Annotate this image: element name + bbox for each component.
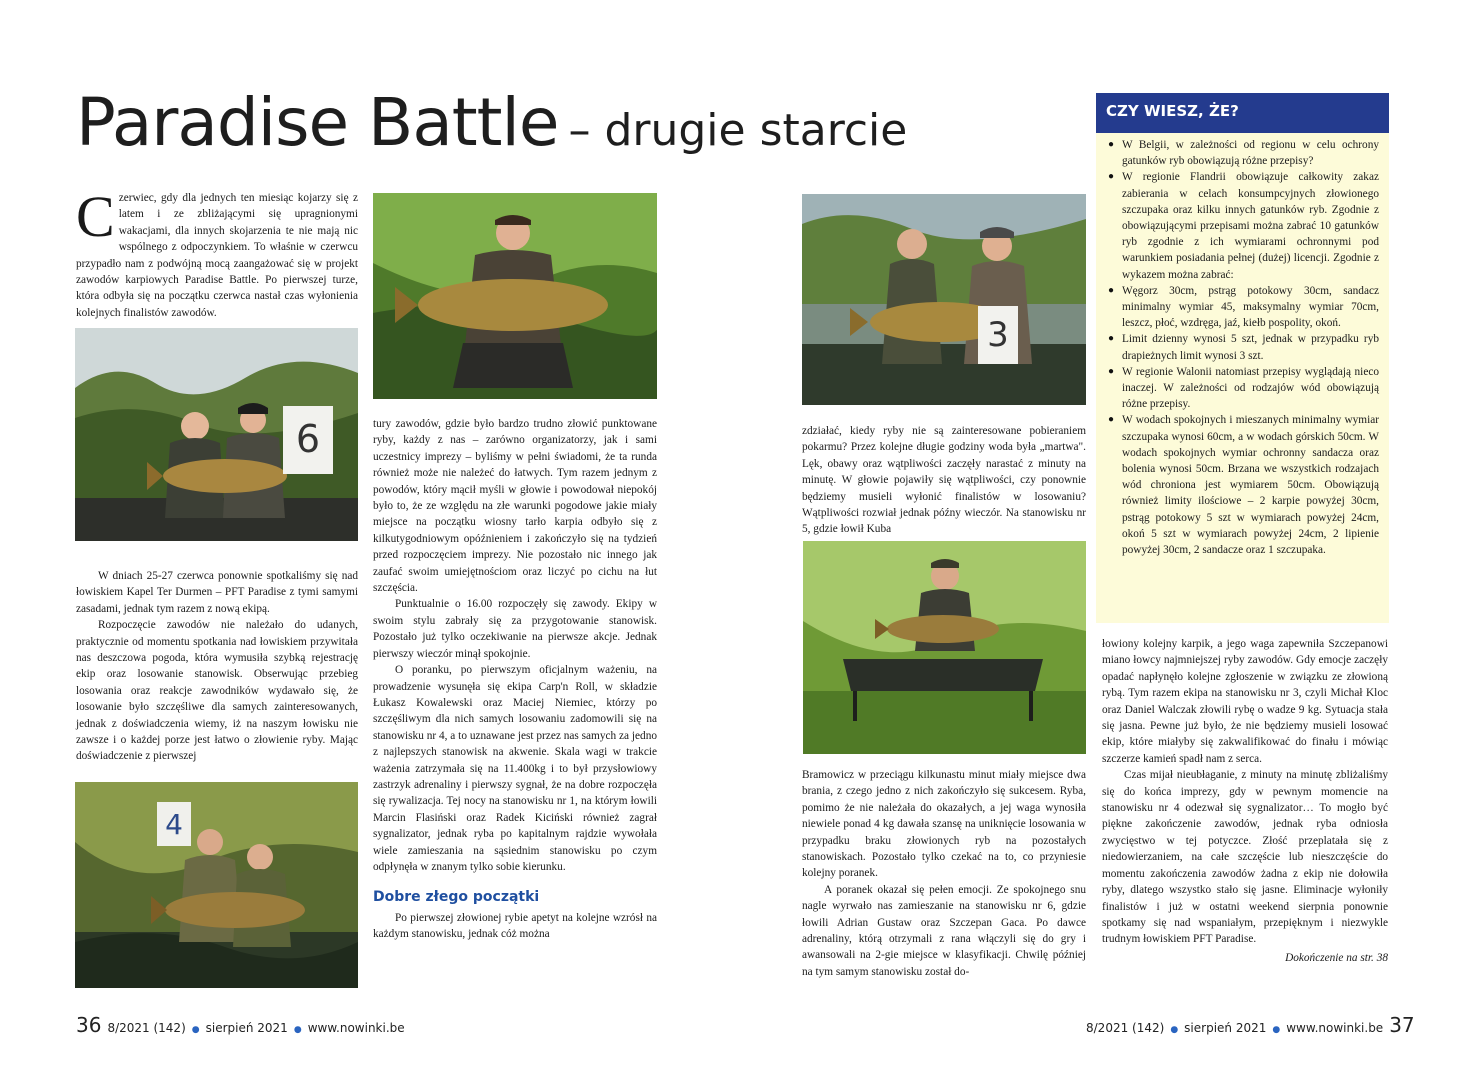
date-label: sierpień 2021 <box>205 1021 288 1035</box>
sidebar-item: ● W regionie Walonii natomiast przepisy wyglądają nieco inaczej. W zależności od rodzajów wód obowiązują różne przepisy. <box>1108 364 1379 413</box>
issue-label: 8/2021 (142) <box>1086 1021 1165 1035</box>
col3-paragraph: A poranek okazał się pełen emocji. Ze spokojnego snu nagle wyrwało nas zamieszanie na stanowisku nr 6, gdzie łowili Adrian Gustaw oraz Szczepan Gaca. Po dawce adrenaliny, którą otrzymali z rana włączyli się do gry i awansowali na 2-gie miejsce w klasyfikacji. Chwilę później na tym samym stanowisku został do- <box>802 883 1086 978</box>
page-number-right: 37 <box>1389 1013 1415 1037</box>
did-you-know-sidebar <box>1096 93 1389 623</box>
photo-angler-kneeling-carp <box>373 193 657 399</box>
col1-paragraph: W dniach 25-27 czerwca ponownie spotkaliśmy się nad łowiskiem Kapel Ter Durmen – PFT Paradise z tymi samymi zasadami, jednak tym razem z nową ekipą. <box>76 570 358 615</box>
col3-paragraph: zdziałać, kiedy ryby nie są zainteresowane pobieraniem pokarmu? Przez kolejne długie godziny woda była „martwa". Lęk, obawy oraz wątpliwości zaczęły narastać z minuty na minutę. W głowie pojawiły się wątpliwości, czy ponownie będziemy musieli wyłonić finalistów w losowaniu? Wątpliwości rozwiał jednak późny wieczór. Na stanowisku nr 5, gdzie łowił Kuba <box>802 425 1086 536</box>
sidebar-item: ● W Belgii, w zależności od regionu w celu ochrony gatunków ryb obowiązują różne przepisy? <box>1108 137 1379 169</box>
article-title <box>76 84 907 161</box>
col2-paragraph: Punktualnie o 16.00 rozpoczęły się zawody. Ekipy w swoim stylu zabrały się za przygotowanie stanowisk. Pozostało już tylko oczekiwanie na pierwsze akcje. Jednak pierwszy wieczór minął spokojnie. <box>373 598 657 660</box>
section-subhead: Dobre złego początki <box>373 889 540 906</box>
photo-anglers-sign-6 <box>75 328 358 541</box>
col4-paragraph: Czas mijał nieubłaganie, z minuty na minutę zbliżaliśmy się do końca imprezy, gdy w pewnym momencie na stanowisku nr 4 odezwał się sygnalizator… To mogło być piękne zakończenie zawodów, jednak ryba odniosła zwycięstwo w tej potyczce. Złość przeplatała się z niedowierzaniem, na całe szczęście lub nieszczęście do momentu zakończenia zawodów żadna z ekip nie dołowiła ryby, dlatego wszystko stało się jasne. Eliminacje wyłoniły finalistów i już w ostatni weekend sierpnia ponownie spotkamy się nad wspaniałym, przepięknym i niezwykle trudnym łowiskiem PFT Paradise. <box>1102 769 1388 946</box>
sidebar-item: ● W wodach spokojnych i mieszanych minimalny wymiar szczupaka wynosi 60cm, a w wodach górskich 50cm. W wodach spokojnych wymiar ochronny sandacza oraz bolenia wynosi 50cm. Brzana we wszystkich rodzajach wód chroniona jest wymiarem 50cm. Obowiązują również limity ilościowe – 2 karpie powyżej 30cm, pstrąg potokowy 5 szt w wymiarach powyżej 24cm, okoń 5 szt w wymiarach powyżej 24cm, 2 lipienie powyżej 30cm, 2 sandacze oraz 1 szczupaka. <box>1108 412 1379 558</box>
website-link[interactable]: www.nowinki.be <box>1286 1021 1384 1035</box>
col1-paragraph: Rozpoczęcie zawodów nie należało do udanych, praktycznie od momentu spotkania nad łowiskiem przywitała nas deszczowa pogoda, która wymusiła szybką rejestrację ekip oraz losowanie stanowisk. Obserwując przebieg losowania oraz reakcje zawodników wydawało się, że losowanie było szczęśliwe dla samych zainteresowanych, jednak z doświadczenia wiemy, iż na naszym łowisku nie zawsze i o każdej porze jest łatwo o złowienie ryby. Mając doświadczenie z pierwszej <box>76 619 358 763</box>
continued-note: Dokończenie na str. 38 <box>1285 951 1388 964</box>
bullet-icon: ● <box>1272 1025 1281 1035</box>
page-number-left: 36 <box>76 1013 102 1037</box>
sidebar-item: ● Węgorz 30cm, pstrąg potokowy 30cm, sandacz minimalny wymiar 45, maksymalny wymiar 70cm, leszcz, płoć, wzdręga, jaź, kiełb pospolity, okoń. <box>1108 283 1379 332</box>
drop-cap: C <box>76 184 115 249</box>
column-2 <box>373 416 657 943</box>
photo-anglers-camo-sign-4 <box>75 782 358 988</box>
intro-text <box>76 184 358 321</box>
col2-paragraph: tury zawodów, gdzie było bardzo trudno złowić punktowane ryby, każdy z nas – zarówno organizatorzy, jak i sami uczestnicy imprezy – byliśmy w pełni świadomi, że ta runda również może nie należeć do łatwych. Tym razem jednym z powodów, który mącił myśli w głowie i powodował niepokój było to, że ze względu na złe warunki pogodowe jakie miały miejsce na początku wiosny tarło karpia odbyło się z kilkutygodniowym opóźnieniem i zakończyło się na tydzień przed rozpoczęciem imprezy. Nie pozostało nic innego jak zaufać swoim umiejętnościom oraz liczyć po cichu na łut szczęścia. <box>373 418 657 595</box>
photo-angler-cradle-carp <box>803 541 1086 754</box>
column-1 <box>76 568 358 765</box>
title-sub: – drugie starcie <box>568 105 908 156</box>
bullet-icon: ● <box>293 1025 302 1035</box>
col2-paragraph: O poranku, po pierwszym oficjalnym ważeniu, na prowadzenie wysunęła się ekipa Carp'n Roll, w składzie Łukasz Kowalewski oraz Maciej Niemiec, którzy po szczęśliwym dla nich samych losowaniu zadomowili się na stanowisku nr 4, a to uznawane jest przez nas samych za jedno z najlepszych stanowisk na akwenie. Skala wagi w trakcie ważenia zatrzymała się na 11.400kg i to był przysłowiowy zastrzyk adrenaliny i pierwszy sygnał, że na dobre rozpoczęła się rywalizacja. Tej nocy na stanowisku nr 1, na którym łowili Marcin Flasiński oraz Radek Kiciński również zagrał sygnalizator, jednak ryba po kapitalnym rajdzie wywołała wiele zamieszania na sąsiednim stanowisku po czym odpłynęła w znanym tylko sobie kierunku. <box>373 664 657 873</box>
col3-paragraph: Bramowicz w przeciągu kilkunastu minut miały miejsce dwa brania, z czego jedno z nich zakończyło się sukcesem. Ryba, pomimo że nie należała do okazałych, a jej waga wynosiła niewiele ponad 4 kg dawała szansę na uniknięcie losowania w przypadku braku złowionych ryb na pozostałych stanowiskach. Pozostało tylko czekać na to, co przyniesie kolejny poranek. <box>802 769 1086 880</box>
sidebar-list <box>1096 133 1389 558</box>
footer-right <box>1086 1013 1415 1037</box>
column-3-top <box>802 423 1086 538</box>
col2-paragraph: Po pierwszej złowionej rybie apetyt na kolejne wzrósł na każdym stanowisku, jednak cóż można <box>373 911 657 941</box>
intro-paragraph: zerwiec, gdy dla jednych ten miesiąc kojarzy się z latem i ze zbliżającymi się upragnionymi wakacjami, dla innych skojarzenia te nie mają nic wspólnego z odpoczynkiem. To właśnie w czerwcu przypadło nam z podwójną mocą zaangażować się w projekt zawodów karpiowych Paradise Battle. Po pierwszej turze, która odbyła się na początku czerwca nastał czas wyłonienia kolejnych finalistów zawodów. <box>76 192 358 319</box>
sign-number-3: 3 <box>987 315 1009 355</box>
title-main: Paradise Battle <box>76 84 559 161</box>
sign-number-4: 4 <box>165 808 183 841</box>
column-3-bottom <box>802 767 1086 980</box>
footer-left <box>76 1013 405 1037</box>
date-label: sierpień 2021 <box>1184 1021 1267 1035</box>
sidebar-header: CZY WIESZ, ŻE? <box>1096 93 1389 133</box>
sidebar-item: ● W regionie Flandrii obowiązuje całkowity zakaz zabierania w celach konsumpcyjnych złowionego szczupaka oraz kilku innych gatunków ryb. Zgodnie z obowiązującymi przepisami można zabrać 10 gatunków ryb zgodnie z ich wymiarami ochronnymi pod warunkiem posiadania pełnej (dużej) licencji. Zgodnie z wykazem można zabrać: <box>1108 169 1379 282</box>
column-4 <box>1102 636 1388 966</box>
bullet-icon: ● <box>1170 1025 1179 1035</box>
issue-label: 8/2021 (142) <box>107 1021 186 1035</box>
sign-number-6: 6 <box>295 417 321 461</box>
photo-anglers-sign-3 <box>802 194 1086 405</box>
website-link[interactable]: www.nowinki.be <box>307 1021 405 1035</box>
col4-paragraph: łowiony kolejny karpik, a jego waga zapewniła Szczepanowi miano łowcy najmniejszej ryby zawodów. Gdy emocje zaczęły opadać napłynęło kolejne zgłoszenie w związku ze złowioną rybą. Tym razem ekipa na stanowisku nr 3, czyli Michał Kloc oraz Daniel Walczak złowili rybę o wadze 9 kg. Sytuacja stała się jasna. Pewne już było, że nie będziemy musieli losować ekip, które miałyby się zakwalifikować do finału i mówiąc szczerze kamień spadł nam z serca. <box>1102 638 1388 765</box>
bullet-icon: ● <box>191 1025 200 1035</box>
sidebar-item: ● Limit dzienny wynosi 5 szt, jednak w przypadku ryb drapieżnych limit wynosi 3 szt. <box>1108 331 1379 363</box>
